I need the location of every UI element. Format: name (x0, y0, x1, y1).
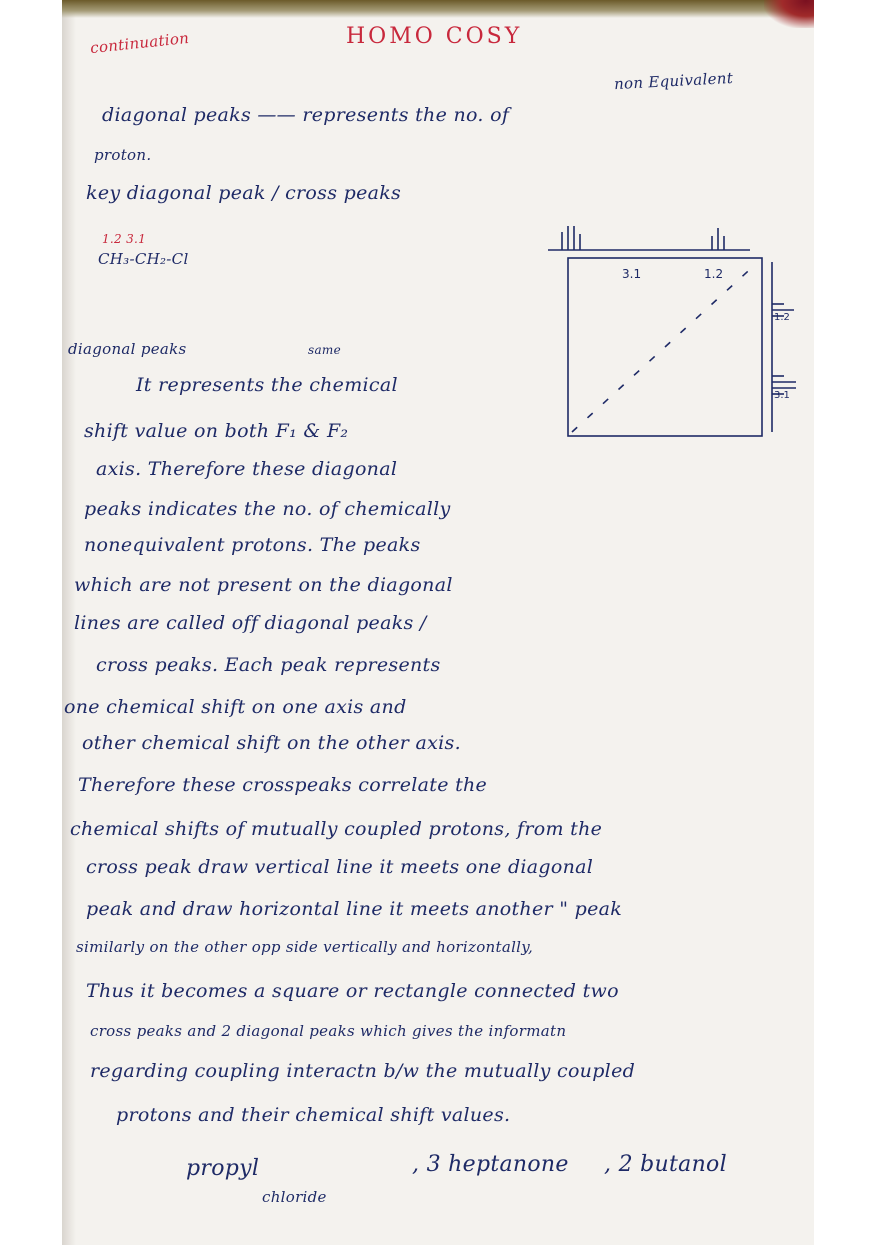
text-line: cross peaks. Each peak represents (96, 654, 441, 676)
example-compound: propyl (186, 1156, 260, 1181)
text-line: regarding coupling interactn b/w the mutually coupled (90, 1060, 636, 1082)
inserted-word: same (308, 343, 341, 357)
text-line: one chemical shift on one axis and (64, 696, 407, 718)
text-line: lines are called off diagonal peaks / (74, 612, 427, 634)
text-line: shift value on both F₁ & F₂ (84, 420, 349, 442)
section-heading: diagonal peaks (68, 340, 187, 358)
text-line: Thus it becomes a square or rectangle connected two (86, 980, 619, 1002)
text-line: cross peaks and 2 diagonal peaks which gives the informatn (90, 1022, 567, 1040)
formula: CH₃-CH₂-Cl (98, 250, 189, 268)
text-line: Therefore these crosspeaks correlate the (78, 774, 488, 796)
text-line: chemical shifts of mutually coupled protons, from the (70, 818, 603, 840)
text-line: peaks indicates the no. of chemically (84, 498, 451, 520)
diagram-label: 3.1 (774, 390, 790, 401)
text-line: protons and their chemical shift values. (116, 1104, 511, 1126)
text-line: other chemical shift on the other axis. (82, 732, 461, 754)
text-line: peak and draw horizontal line it meets another " peak (86, 898, 623, 920)
text-line: similarly on the other opp side vertically and horizontally, (76, 938, 534, 956)
text-line: key diagonal peak / cross peaks (86, 182, 402, 204)
diagonal-line (572, 262, 758, 432)
example-compound-suffix: chloride (262, 1188, 327, 1206)
diagram-label: 1.2 (704, 267, 724, 281)
page-title: HOMO COSY (346, 24, 523, 49)
text-line: diagonal peaks —— represents the no. of (102, 104, 510, 126)
page-top-edge (62, 0, 814, 18)
formula-numbers: 1.2 3.1 (102, 232, 147, 246)
page-corner-shadow (764, 0, 814, 28)
text-line: It represents the chemical (136, 374, 398, 396)
diagram-label: 1.2 (774, 312, 790, 323)
example-compound: , 3 heptanone (412, 1152, 569, 1177)
continuation-label: continuation (89, 28, 190, 58)
text-line: nonequivalent protons. The peaks (84, 534, 421, 556)
example-compound: , 2 butanol (604, 1152, 727, 1177)
text-line: which are not present on the diagonal (74, 574, 453, 596)
text-line: proton. (94, 146, 152, 164)
cosy-diagram (482, 222, 800, 444)
notebook-page (62, 0, 814, 1245)
cosy-square (568, 258, 762, 436)
diagram-label: 3.1 (622, 267, 642, 281)
text-line: cross peak draw vertical line it meets one diagonal (86, 856, 594, 878)
text-line: axis. Therefore these diagonal (96, 458, 398, 480)
text-line: non Equivalent (613, 68, 734, 94)
